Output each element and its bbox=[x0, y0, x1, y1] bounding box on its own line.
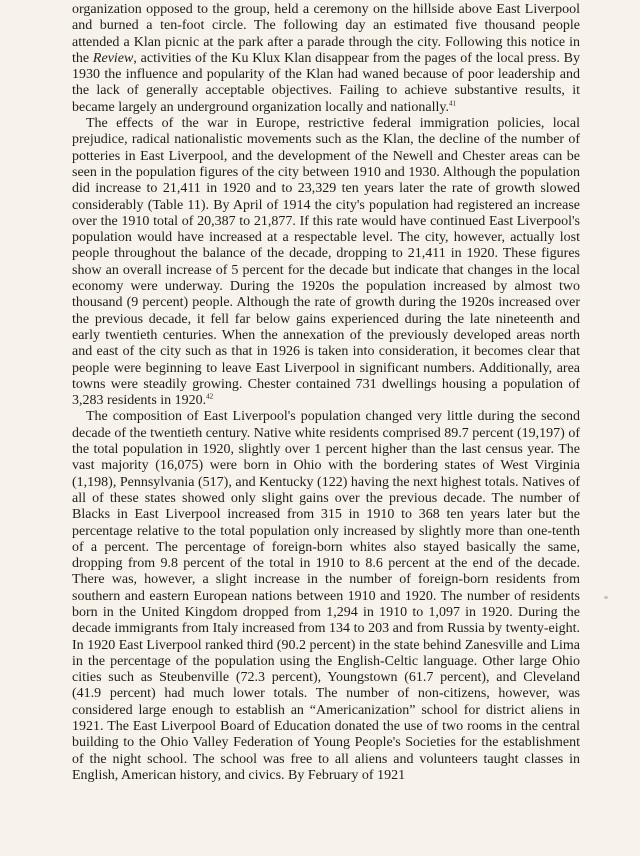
paragraph-1 bbox=[72, 2, 580, 116]
paper-speck bbox=[604, 596, 608, 599]
paragraph-3 bbox=[72, 409, 580, 784]
footnote-ref: 41 bbox=[448, 99, 456, 108]
paragraph-2 bbox=[72, 116, 580, 409]
text-run: The composition of East Liverpool's population changed very little during the second decade of the twentieth century. Native white residents comprised 89.7 percent (19,197) of the total population in 1920, slightly over 1 percent higher than the last census year. The vast majority (16,075) were born in Ohio with the bordering states of West Virginia (1,198), Pennsylvania (517), and Kentucky (122) having the next highest totals. Natives of all of these states showed only slight gains over the previous decade. The number of Blacks in East Liverpool increased from 315 in 1910 to 368 ten years later but the percentage relative to the total population only increased by slightly more than one-tenth of a percent. The percentage of foreign-born whites also stayed basically the same, dropping from 9.8 percent of the total in 1910 to 8.6 percent at the end of the decade. There was, however, a slight increase in the number of foreign-born residents from southern and eastern European nations between 1910 and 1920. The number of residents born in the United Kingdom dropped from 1,294 in 1910 to 1,097 in 1920. During the decade immigrants from Italy increased from 134 to 203 and from Russia by twenty-eight. In 1920 East Liverpool ranked third (90.2 percent) in the state behind Zanesville and Lima in the percentage of the population using the English-Celtic language. Other large Ohio cities such as Steubenville (72.3 percent), Youngstown (61.7 percent), and Cleveland (41.9 percent) had much lower totals. The number of non-citizens, however, was considered large enough to establish an “Americanization” school for district aliens in 1921. The East Liverpool Board of Education donated the use of two rooms in the central building to the Ohio Valley Federation of Young People's Societies for the establishment of the night school. The school was free to all aliens and volunteers taught classes in English, American history, and civics. By February of 1921 bbox=[72, 409, 580, 783]
text-run: , activities of the Ku Klux Klan disappear from the pages of the local press. By 1930 the influence and popularity of the Klan had waned because of poor leadership and the lack of generally acceptable objectives. Failing to achieve substantive results, it became largely an underground organization locally and nationally. bbox=[72, 50, 581, 115]
body-text bbox=[72, 2, 580, 784]
text-run: organization opposed to the group, held a ceremony on the hillside above East Liverpool and burned a ten-foot circle. The following day an estimated five thousand people attended a Klan picnic at the park after a parade through the city. Following this notice in the bbox=[72, 2, 580, 66]
text-run: The effects of the war in Europe, restrictive federal immigration policies, local prejudice, radical nationalistic movements such as the Klan, the decline of the number of potteries in East Liverpool, and the development of the Newell and Chester areas can be seen in the population figures of the city between 1910 and 1930. Although the population did increase to 21,411 in 1920 and to 23,329 ten years later the rate of growth slowed considerably (Table 11). By April of 1914 the city's population had registered an increase over the 1910 total of 20,387 to 21,877. If this rate would have continued East Liverpool's population would have increased at a respectable level. The city, however, actually lost people throughout the balance of the decade, dropping to 21,411 in 1920. These figures show an overall increase of 5 percent for the decade but indicate that changes in the local economy were underway. During the 1920s the population increased by almost two thousand (9 percent) people. Although the rate of growth during the 1920s increased over the previous decade, it fell far below gains experienced during the late nineteenth and early twentieth centuries. When the annexation of the previously developed areas north and east of the city such as that in 1926 is taken into consideration, it becomes clear that people were beginning to leave East Liverpool in significant numbers. Additionally, area towns were steadily growing. Chester contained 731 dwellings housing a population of 3,283 residents in 1920. bbox=[72, 116, 580, 409]
italic-title: Review bbox=[92, 50, 134, 66]
footnote-ref: 42 bbox=[206, 392, 214, 401]
